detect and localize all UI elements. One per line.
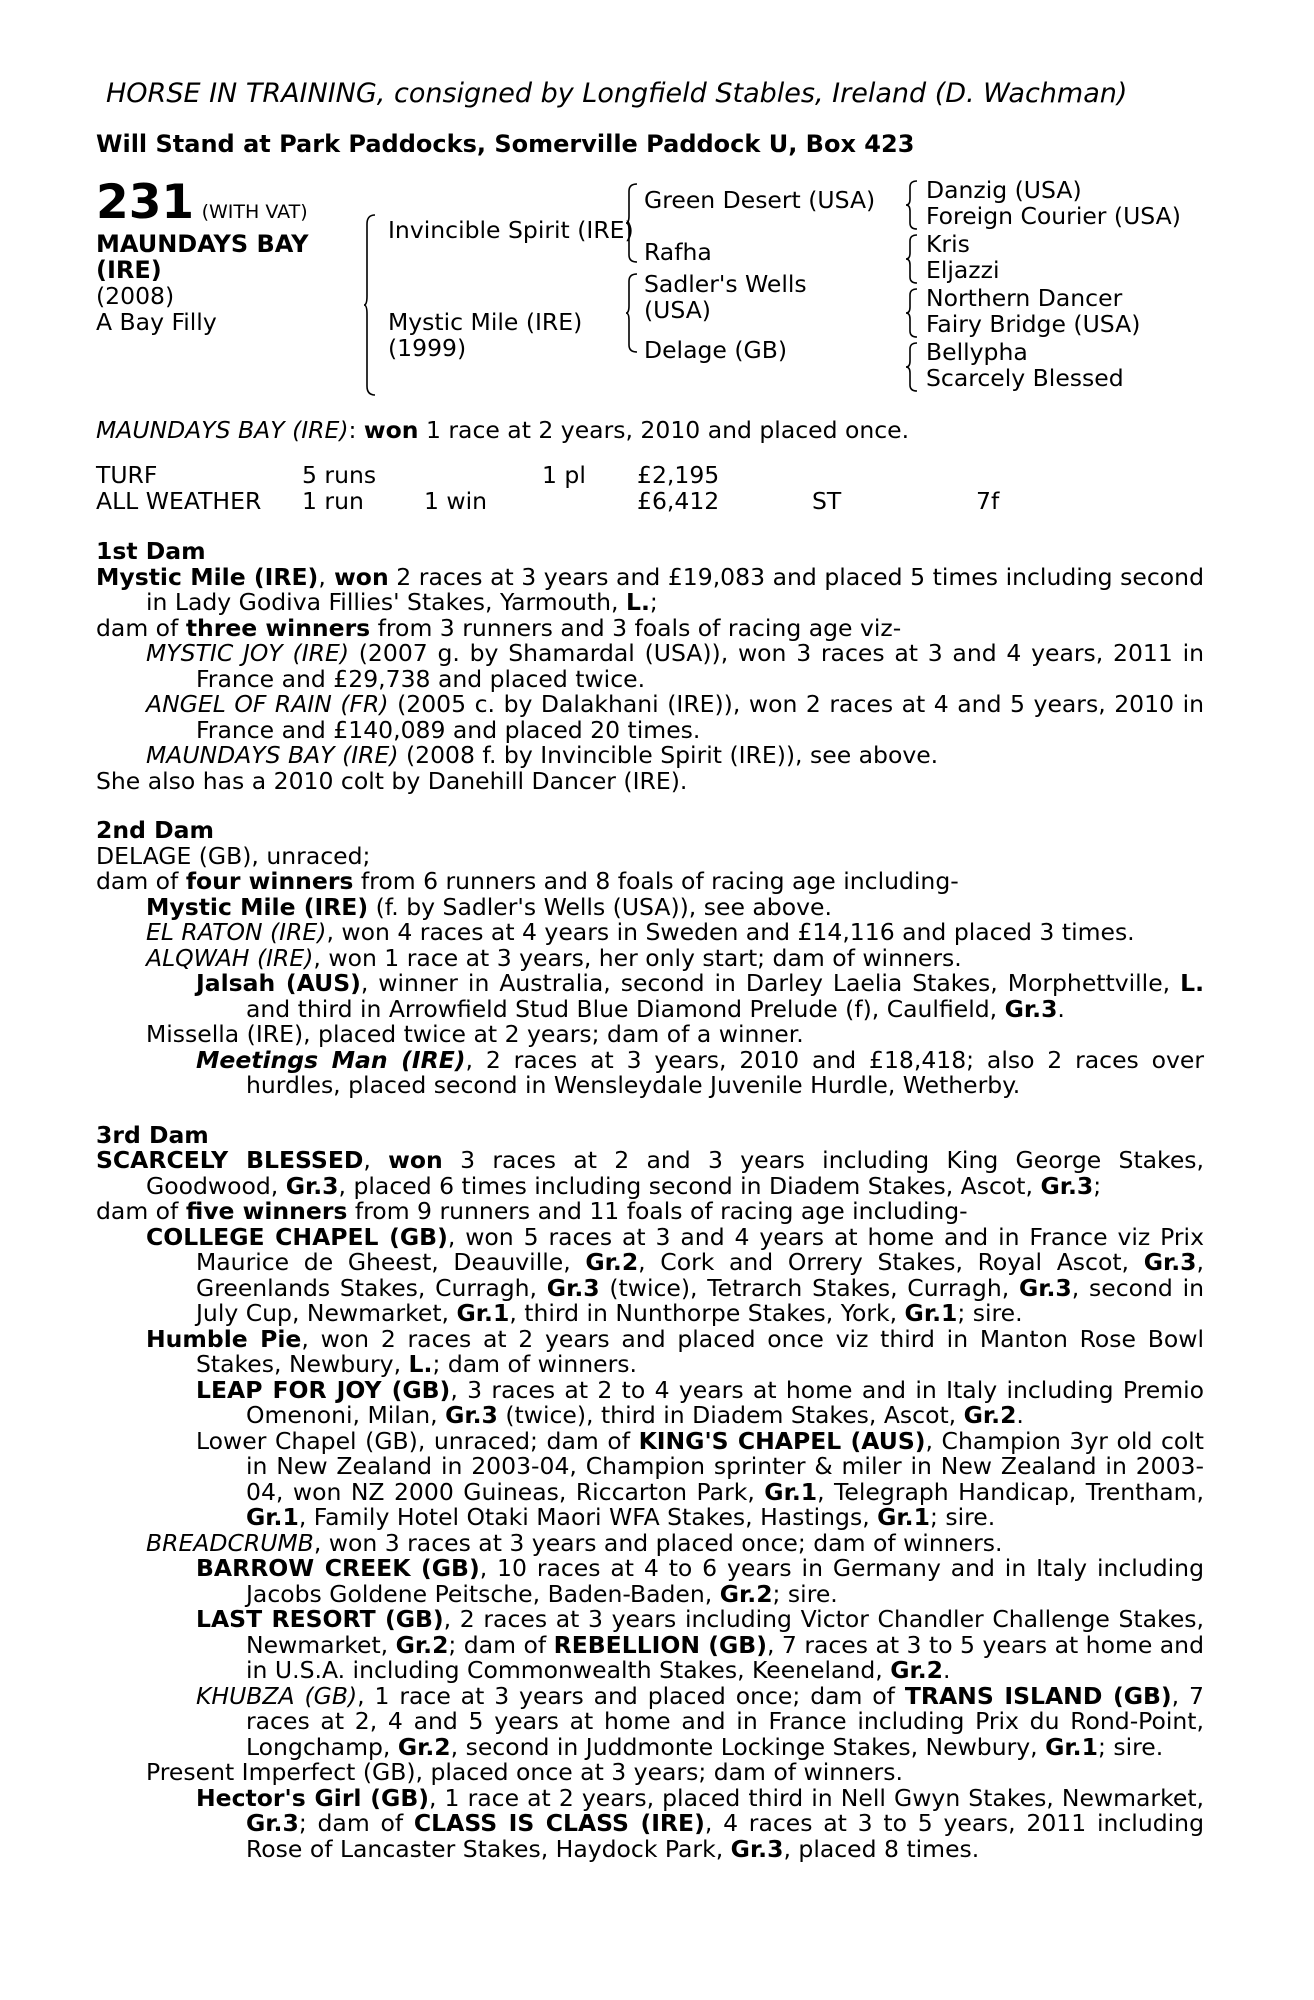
text-run: Mystic Mile (IRE) <box>96 562 319 591</box>
produce-entry <box>96 641 1204 692</box>
text-run: , 7 races at 3 to 5 years at home and in U.S.A. including Commonwealth Stakes, Keeneland, <box>246 1630 1204 1684</box>
text-run: Present Imperfect (GB), placed once at 3 years; dam of winners. <box>146 1758 903 1786</box>
dam-record <box>96 562 1204 616</box>
text-run: REBELLION (GB) <box>553 1630 767 1659</box>
stand-location: Will Stand at Park Paddocks, Somerville Paddock U, Box 423 <box>96 130 915 158</box>
foaling-year: (2008) <box>96 281 175 310</box>
text-run: , 2 races at 3 years including Victor Chandler Challenge Stakes, Newmarket, <box>246 1605 1204 1659</box>
text-run: Hector's Girl (GB) <box>196 1783 429 1812</box>
pedigree-sss: Danzig (USA) <box>926 175 1082 204</box>
text-run: BARROW CREEK (GB) <box>196 1554 480 1582</box>
text-run: Lower Chapel (GB), unraced; dam of <box>196 1426 639 1455</box>
text-run: ; dam of <box>298 1809 414 1837</box>
text-run: Gr.3 <box>546 1273 600 1302</box>
text-run: , Telegraph Handicap, Trentham, <box>817 1477 1204 1506</box>
text-run: ; sire. <box>772 1579 838 1608</box>
text-run: (2008 f. by Invincible Spirit (IRE)), see above. <box>398 741 939 769</box>
text-run: Humble Pie <box>146 1324 302 1353</box>
brace-2 <box>626 183 638 263</box>
text-run: Gr.2 <box>719 1579 773 1608</box>
pedigree-sdd: Eljazzi <box>926 255 1000 284</box>
stat-runs: 5 runs <box>302 461 377 489</box>
text-run: ; dam of winners. <box>432 1350 637 1378</box>
produce-entry <box>96 1556 1204 1607</box>
text-run: ; dam of <box>448 1630 554 1659</box>
brace-3 <box>626 273 638 353</box>
stat-money: £6,412 <box>637 487 720 515</box>
produce-entry <box>96 1681 1204 1761</box>
stat-money: £2,195 <box>637 461 720 489</box>
text-run: from 6 runners and 8 foals of racing age including- <box>353 867 959 895</box>
text-run: Gr.2 <box>397 1732 451 1761</box>
text-run: . <box>1016 1401 1024 1429</box>
text-run: . <box>943 1656 951 1684</box>
text-run: Gr.1 <box>904 1299 958 1327</box>
brace-7 <box>906 342 918 392</box>
text-run: , Cork and Orrery Stakes, Royal Ascot, <box>638 1248 1144 1276</box>
produce-entry <box>96 1324 1204 1378</box>
second-dam-section <box>96 818 1204 1099</box>
text-run: CLASS IS CLASS (IRE) <box>413 1809 705 1837</box>
vat-note: (WITH VAT) <box>201 200 308 223</box>
first-dam-section <box>96 539 1204 794</box>
text-run: Gr.3 <box>730 1834 784 1863</box>
text-run: , <box>363 1146 389 1174</box>
text-run: Gr.1 <box>764 1477 818 1506</box>
pedigree-ssd: Foreign Courier (USA) <box>926 201 1181 230</box>
text-run: Gr.1 <box>877 1503 930 1531</box>
text-run: ALQWAH (IRE) <box>146 943 314 972</box>
dam-record <box>96 1148 1204 1199</box>
text-run: (2005 c. by Dalakhani (IRE)), won 2 races at 4 and 5 years, 2010 in France and £140,089 and placed 20 times. <box>196 690 1204 744</box>
text-run: Gr.2 <box>963 1401 1017 1429</box>
text-run: , placed 8 times. <box>783 1834 980 1863</box>
produce-entry <box>96 1222 1204 1327</box>
text-run: Missella (IRE), placed twice at 2 years; dam of a winner. <box>146 1020 804 1048</box>
brace-4 <box>906 180 918 230</box>
text-run: Jalsah (AUS) <box>196 969 361 997</box>
produce-entry <box>96 1022 1204 1048</box>
text-run: . <box>1057 994 1065 1023</box>
sire-sire: Green Desert (USA) <box>644 185 876 214</box>
dam-dam: Delage (GB) <box>644 335 787 364</box>
text-run: L. <box>625 588 650 616</box>
text-run: ANGEL OF RAIN (FR) <box>146 690 389 718</box>
text-run: , 4 races at 3 to 5 years, 2011 including Rose of Lancaster Stakes, Haydock Park, <box>246 1809 1204 1863</box>
produce-entry <box>96 1426 1204 1531</box>
text-run: , second in Juddmonte Lockinge Stakes, Newbury, <box>450 1732 1046 1761</box>
produce-entry <box>96 1528 1204 1557</box>
text-run: ; <box>649 588 658 616</box>
pedigree-dds: Bellypha <box>926 337 1028 366</box>
text-run: Gr.1 <box>456 1299 510 1327</box>
text-run: Gr.2 <box>585 1248 639 1276</box>
text-run: , 1 race at 3 years and placed once; dam of <box>357 1681 905 1710</box>
text-run: SCARCELY BLESSED <box>96 1146 364 1174</box>
text-run: , <box>318 562 326 591</box>
sire-dam: Rafha <box>644 237 712 266</box>
produce-entry <box>96 1045 1204 1099</box>
text-run: five winners <box>185 1197 348 1225</box>
dam-note <box>96 766 1204 795</box>
pedigree-dsd: Fairy Bridge (USA) <box>926 309 1141 338</box>
pedigree-ddd: Scarcely Blessed <box>926 363 1124 392</box>
text-run: four winners <box>185 867 354 895</box>
dam-record <box>96 841 1204 870</box>
text-run: won <box>388 1146 443 1174</box>
text-run: , Family Hotel Otaki Maori WFA Stakes, Hastings, <box>298 1503 878 1531</box>
text-run: dam of <box>96 867 186 895</box>
text-run: BREADCRUMB <box>146 1528 314 1557</box>
text-run: LAST RESORT (GB) <box>196 1605 444 1633</box>
race-summary: MAUNDAYS BAY (IRE): won 1 race at 2 years, 2010 and placed once. <box>96 415 910 444</box>
produce-entry <box>96 892 1204 921</box>
horse-name: MAUNDAYS BAY <box>96 229 309 258</box>
text-run: (2007 g. by Shamardal (USA)), won 3 races at 3 and 4 years, 2011 in France and £29,738 and placed twice. <box>196 639 1204 693</box>
stat-label: ALL WEATHER <box>96 487 262 515</box>
stat-label: TURF <box>96 461 158 489</box>
text-run: three winners <box>185 613 371 642</box>
text-run: L. <box>408 1350 433 1378</box>
text-run: , 10 races at 4 to 6 years in Germany and in Italy including Jacobs Goldene Peitsche, Baden-Baden, <box>246 1554 1204 1608</box>
text-run: Mystic Mile (IRE) <box>146 892 369 921</box>
section-title: 2nd Dam <box>96 816 214 844</box>
text-run: She also has a 2010 colt by Danehill Dancer (IRE). <box>96 766 688 795</box>
stat-runs: 1 run <box>302 487 364 515</box>
section-title: 1st Dam <box>96 537 206 565</box>
produce-entry <box>96 920 1204 946</box>
pedigree-sds: Kris <box>926 229 970 258</box>
text-run: COLLEGE CHAPEL (GB) <box>146 1222 448 1251</box>
third-dam-section <box>96 1120 1204 1863</box>
sire: Invincible Spirit (IRE) <box>388 215 634 244</box>
text-run: EL RATON (IRE) <box>146 918 327 946</box>
text-run: , won 2 races at 2 years and placed once viz third in Manton Rose Bowl Stakes, Newbury, <box>196 1324 1204 1378</box>
text-run: ; <box>1093 1171 1102 1200</box>
text-run: , 1 race at 2 years, placed third in Nell Gwyn Stakes, Newmarket, <box>428 1783 1204 1812</box>
text-run: (twice), third in Diadem Stakes, Ascot, <box>497 1401 964 1429</box>
text-run: won <box>325 562 389 591</box>
text-run: ; sire. <box>929 1503 996 1531</box>
text-run: (twice), Tetrarch Stakes, Curragh, <box>599 1273 1019 1302</box>
text-run: , Champion 3yr old colt in New Zealand in 2003-04, Champion sprinter & miler in New Zealand in 2003-04, won NZ 2000 Guineas, Riccarton Park, <box>246 1426 1204 1506</box>
text-run: KING'S CHAPEL (AUS) <box>638 1426 926 1455</box>
text-run: , placed 6 times including second in Diadem Stakes, Ascot, <box>338 1171 1041 1200</box>
text-run: (f. by Sadler's Wells (USA)), see above. <box>368 892 832 921</box>
text-run: , won 1 race at 3 years, her only start; dam of winners. <box>313 943 962 972</box>
stat-placed: 1 pl <box>542 461 586 489</box>
text-run: DELAGE (GB), unraced; <box>96 841 371 870</box>
dam-year: (1999) <box>388 333 467 362</box>
produce-entry <box>96 1760 1204 1786</box>
consignor-header: HORSE IN TRAINING, consigned by Longfield Stables, Ireland (D. Wachman) <box>106 78 1128 109</box>
text-run: ; sire. <box>1097 1732 1164 1761</box>
horse-description: A Bay Filly <box>96 307 217 336</box>
produce-entry <box>96 971 1204 1022</box>
stat-going: ST <box>812 487 842 515</box>
text-run: Gr.3 <box>285 1171 339 1200</box>
text-run: and third in Arrowfield Stud Blue Diamond Prelude (f), Caulfield, <box>246 994 1005 1023</box>
text-run: MAUNDAYS BAY (IRE) <box>146 741 399 769</box>
text-run: 3 races at 2 and 3 years including King George Stakes, Goodwood, <box>146 1146 1204 1200</box>
produce-entry <box>96 943 1204 972</box>
text-run: , winner in Australia, second in Darley Laelia Stakes, Morphettville, <box>360 969 1181 997</box>
brace-1 <box>364 214 376 396</box>
dam-sire: Sadler's Wells <box>644 269 807 298</box>
dam: Mystic Mile (IRE) <box>388 307 583 336</box>
text-run: , won 5 races at 3 and 4 years at home and in France viz Prix Maurice de Gheest, Deauville, <box>196 1222 1204 1276</box>
produce-entry <box>96 692 1204 743</box>
text-run: dam of <box>96 613 186 642</box>
text-run: MYSTIC JOY (IRE) <box>146 639 349 667</box>
lot-number: 231 <box>96 174 195 230</box>
lot-number-line <box>96 174 308 230</box>
text-run: , second in July Cup, Newmarket, <box>196 1273 1204 1327</box>
pedigree-table <box>96 174 1204 408</box>
text-run: , won 3 races at 3 years and placed once; dam of winners. <box>313 1528 1003 1557</box>
text-run: 2 races at 3 years and £19,083 and placed 5 times including second in Lady Godiva Fillies' Stakes, Yarmouth, <box>146 562 1204 616</box>
text-run: Gr.1 <box>246 1503 299 1531</box>
dam-produce-line <box>96 1199 1204 1225</box>
text-run: KHUBZA (GB) <box>196 1681 358 1710</box>
text-run: Gr.3 <box>1018 1273 1072 1302</box>
text-run: Gr.2 <box>890 1656 944 1684</box>
text-run: , 7 races at 2, 4 and 5 years at home and in France including Prix du Rond-Point, Longchamp, <box>246 1681 1204 1761</box>
text-run: L. <box>1180 969 1204 997</box>
produce-entry <box>96 743 1204 769</box>
text-run: Meetings Man (IRE) <box>196 1045 466 1074</box>
text-run: Gr.3 <box>1143 1248 1197 1276</box>
produce-entry <box>96 1375 1204 1429</box>
text-run: Gr.3 <box>246 1809 299 1837</box>
text-run: Gr.3 <box>445 1401 498 1429</box>
stat-distance: 7f <box>976 487 1000 515</box>
catalogue-page <box>96 78 1204 1862</box>
text-run: , 3 races at 2 to 4 years at home and in Italy including Premio Omenoni, Milan, <box>246 1375 1204 1429</box>
dam-produce-line <box>96 613 1204 642</box>
text-run: Gr.2 <box>395 1630 449 1659</box>
produce-entry <box>96 1783 1204 1863</box>
text-run: TRANS ISLAND (GB) <box>904 1681 1172 1710</box>
brace-5 <box>906 234 918 284</box>
horse-suffix: (IRE) <box>96 255 162 284</box>
text-run: , Greenlands Stakes, Curragh, <box>196 1248 1204 1302</box>
text-run: Gr.3 <box>1004 994 1058 1023</box>
dam-produce-line <box>96 869 1204 895</box>
text-run: Gr.1 <box>1045 1732 1098 1761</box>
text-run: , 2 races at 3 years, 2010 and £18,418; also 2 races over hurdles, placed second in Wensleydale Juvenile Hurdle, Wetherby. <box>246 1045 1204 1099</box>
text-run: LEAP FOR JOY (GB) <box>196 1375 451 1404</box>
race-record-table <box>96 463 1204 515</box>
stat-wins: 1 win <box>424 487 488 515</box>
text-run: ; sire. <box>957 1299 1023 1327</box>
text-run: , third in Nunthorpe Stakes, York, <box>509 1299 905 1327</box>
section-title: 3rd Dam <box>96 1120 209 1149</box>
produce-entry <box>96 1607 1204 1684</box>
text-run: Gr.3 <box>1040 1171 1094 1200</box>
text-run: from 3 runners and 3 foals of racing age viz- <box>370 613 902 642</box>
text-run: dam of <box>96 1197 186 1225</box>
brace-6 <box>906 288 918 338</box>
text-run: from 9 runners and 11 foals of racing age including- <box>347 1197 968 1225</box>
text-run: , won 4 races at 4 years in Sweden and £14,116 and placed 3 times. <box>326 918 1135 946</box>
dam-sire-suffix: (USA) <box>644 295 711 324</box>
pedigree-dss: Northern Dancer <box>926 283 1123 312</box>
